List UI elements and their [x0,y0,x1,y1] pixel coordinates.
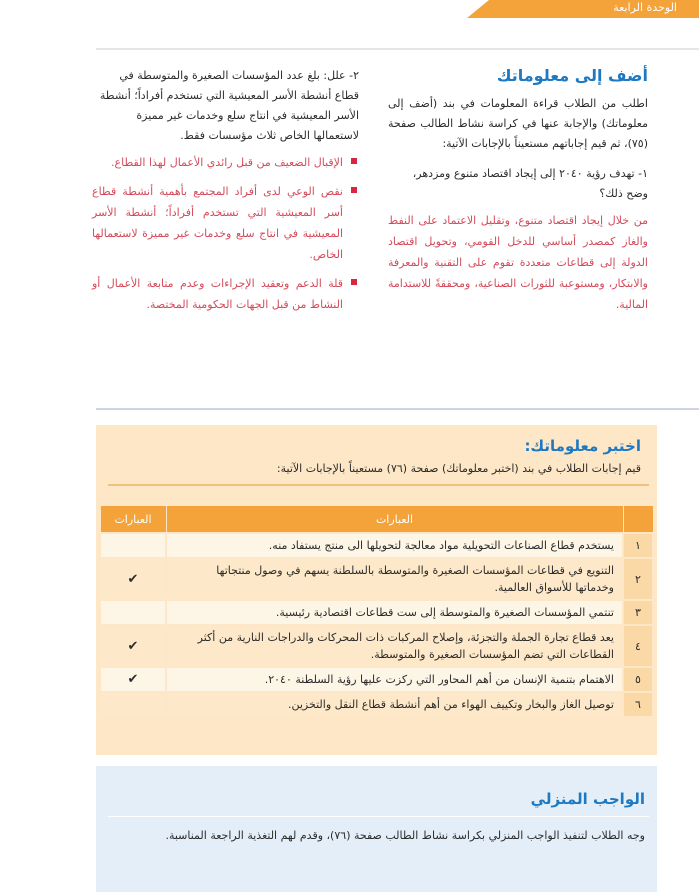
row-check [100,692,166,717]
row-number: ٤ [623,625,653,667]
question-1: ١- تهدف رؤية ٢٠٤٠ إلى إيجاد اقتصاد متنوع ومزدهر، وضح ذلك؟ [412,167,648,200]
list-item [92,181,359,265]
bullet-text: الإقبال الضعيف من قبل رائدي الأعمال لهذا القطاع. [111,156,343,169]
statements-table [99,505,654,718]
row-statement: توصيل الغاز والبخار وتكييف الهواء من أهم أنشطة قطاع النقل والتخزين. [166,692,623,717]
test-knowledge-instruction: قيم إجابات الطلاب في بند (اختبر معلوماتك) صفحة (٧٦) مستعيناً بالإجابات الآتية: [276,462,641,475]
row-check [100,533,166,558]
table-row [100,558,653,600]
row-number: ٢ [623,558,653,600]
row-statement: التنويع في قطاعات المؤسسات الصغيرة والمتوسطة بالسلطنة يسهم في وصول منتجاتها وخدماتها للأسواق العالمية. [166,558,623,600]
question-2-section [92,66,359,323]
answer-2-list [92,152,359,315]
row-check-icon: ✔ [100,667,166,692]
table-row [100,533,653,558]
table-row [100,667,653,692]
table-row [100,600,653,625]
homework-divider [108,816,649,817]
header-answer: العبارات [100,506,166,534]
row-statement: يستخدم قطاع الصناعات التحويلية مواد معالجة لتحويلها الى منتج يستفاد منه. [166,533,623,558]
add-info-instruction: اطلب من الطلاب قراءة المعلومات في بند (أضف إلى معلوماتك) والإجابة عنها في كراسة نشاط الطالب صفحة (٧٥)، ثم قيم إجاباتهم مستعيناً بالإجابات الآتية: [388,97,648,150]
row-number: ٥ [623,667,653,692]
bullet-square-icon [351,158,357,164]
homework-title: الواجب المنزلي [530,790,645,808]
row-statement: يعد قطاع تجارة الجملة والتجزئة، وإصلاح المركبات ذات المحركات والدراجات النارية من أكثر القطاعات التي تضم المؤسسات الصغيرة والمتوسطة. [166,625,623,667]
section-divider [96,408,699,410]
unit-title: الوحدة الرابعة [613,1,677,14]
add-info-title: أضف إلى معلوماتك [496,66,648,85]
row-number: ١ [623,533,653,558]
table-header-row [100,506,653,534]
table-row [100,692,653,717]
top-divider [96,48,699,50]
answer-1: من خلال إيجاد اقتصاد متنوع، وتقليل الاعتماد على النفط والغاز كمصدر أساسي للدخل القومي، وتحويل اقتصاد الدولة إلى قطاعات متعددة تقوم على التقنية والمعرفة والابتكار، ومستوعبة للثورات الصناعية، ومحققةً للاستدامة المالية. [388,214,648,311]
question-2: ٢- علل: بلغ عدد المؤسسات الصغيرة والمتوسطة في قطاع أنشطة الأسر المعيشية التي تستخدم أفراداً؛ أنشطة الأسر المعيشية في انتاج سلع وخدمات غير مميزة لاستعمالها الخاص ثلاث مؤسسات فقط. [99,69,359,142]
row-statement: تنتمي المؤسسات الصغيرة والمتوسطة إلى ست قطاعات اقتصادية رئيسية. [166,600,623,625]
list-item [92,152,359,173]
row-statement: الاهتمام بتنمية الإنسان من أهم المحاور التي ركزت عليها رؤية السلطنة ٢٠٤٠. [166,667,623,692]
bullet-square-icon [351,187,357,193]
test-knowledge-title: اختبر معلوماتك: [524,437,641,455]
row-number: ٦ [623,692,653,717]
header-number [623,506,653,534]
bullet-text: نقص الوعي لدى أفراد المجتمع بأهمية أنشطة قطاع أسر المعيشية التي تستخدم أفراداً؛ أنشطة الأسر المعيشية في انتاج سلع وخدمات غير مميزة لاستعمالها الخاص. [92,185,343,261]
test-knowledge-divider [108,484,649,486]
bullet-text: قلة الدعم وتعقيد الإجراءات وعدم متابعة الأعمال أو النشاط من قبل الجهات الحكومية المختصة. [92,277,343,311]
homework-text: وجه الطلاب لتنفيذ الواجب المنزلي بكراسة نشاط الطالب صفحة (٧٦)، وقدم لهم التغذية الراجعة المناسبة. [165,829,645,842]
bullet-square-icon [351,279,357,285]
add-info-section [388,66,648,315]
row-check-icon: ✔ [100,558,166,600]
row-number: ٣ [623,600,653,625]
row-check-icon: ✔ [100,625,166,667]
table-row [100,625,653,667]
list-item [92,273,359,315]
header-statements: العبارات [166,506,623,534]
row-check [100,600,166,625]
